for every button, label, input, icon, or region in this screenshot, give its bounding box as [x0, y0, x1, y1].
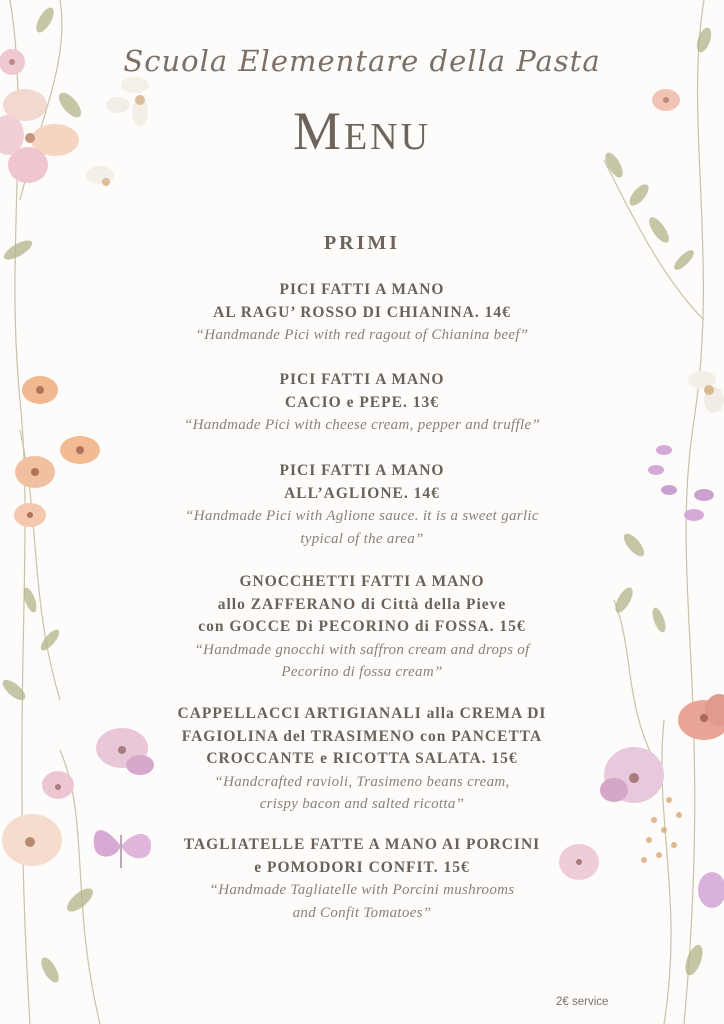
dish-description: “Handmade gnocchi with saffron cream and drops of — [194, 641, 530, 658]
right-dried-sprigs — [641, 797, 682, 863]
dish-item — [140, 834, 584, 924]
dish-name-line: CAPPELLACCI ARTIGIANALI alla CREMA DI — [177, 705, 547, 722]
dish-item — [140, 279, 584, 347]
service-charge-note: 2€ service — [556, 996, 609, 1008]
dish-name-line: GNOCCHETTI FATTI A MANO — [239, 573, 485, 590]
school-name: Scuola Elementare della Pasta — [123, 44, 601, 78]
dish-name-line: FAGIOLINA del TRASIMENO con PANCETTA — [181, 727, 543, 745]
right-lilac-sprigs — [648, 445, 714, 521]
dish-description: and Confit Tomatoes” — [292, 904, 432, 921]
dish-name-line: PICI FATTI A MANO — [279, 462, 445, 479]
dish-description: Pecorino di fossa cream” — [281, 664, 443, 680]
dish-description: “Handmade Pici with Aglione sauce. it is a sweet garlic — [185, 508, 539, 524]
left-peach-flowers — [14, 376, 100, 527]
dish-name-line: CACIO e PEPE. 13€ — [285, 393, 439, 411]
dish-name-line: AL RAGU’ ROSSO DI CHIANINA. 14€ — [213, 303, 511, 321]
dish-description: crispy bacon and salted ricotta” — [259, 796, 465, 812]
dish-description: “Handmande Pici with red ragout of Chianina beef” — [195, 327, 529, 343]
dish-name-line: CROCCANTE e RICOTTA SALATA. 15€ — [206, 750, 518, 767]
dish-name-line: TAGLIATELLE FATTE A MANO AI PORCINI — [183, 836, 541, 853]
menu-title: Menu — [292, 101, 432, 161]
dish-description: “Handmade Pici with cheese cream, pepper and truffle” — [183, 417, 541, 433]
dish-name-line: e POMODORI CONFIT. 15€ — [254, 858, 470, 876]
dish-description: typical of the area” — [300, 530, 424, 547]
dish-name-line: con GOCCE Di PECORINO di FOSSA. 15€ — [198, 618, 526, 635]
dish-name-line: PICI FATTI A MANO — [279, 371, 445, 388]
dish-item — [140, 460, 584, 550]
dish-item — [140, 571, 584, 684]
dish-item — [140, 703, 584, 816]
dish-name-line: allo ZAFFERANO di Città della Pieve — [217, 595, 507, 613]
right-red-poppy — [678, 694, 724, 740]
section-title-primi: PRIMI — [323, 232, 401, 254]
dish-item — [140, 369, 584, 437]
dish-name-line: ALL’AGLIONE. 14€ — [284, 484, 440, 502]
right-leaves — [602, 26, 714, 978]
right-white-flower — [688, 371, 724, 413]
dish-description: “Handcrafted ravioli, Trasimeno beans cream, — [214, 773, 510, 790]
dish-name-line: PICI FATTI A MANO — [279, 281, 445, 298]
dish-description: “Handmade Tagliatelle with Porcini mushrooms — [209, 882, 515, 898]
